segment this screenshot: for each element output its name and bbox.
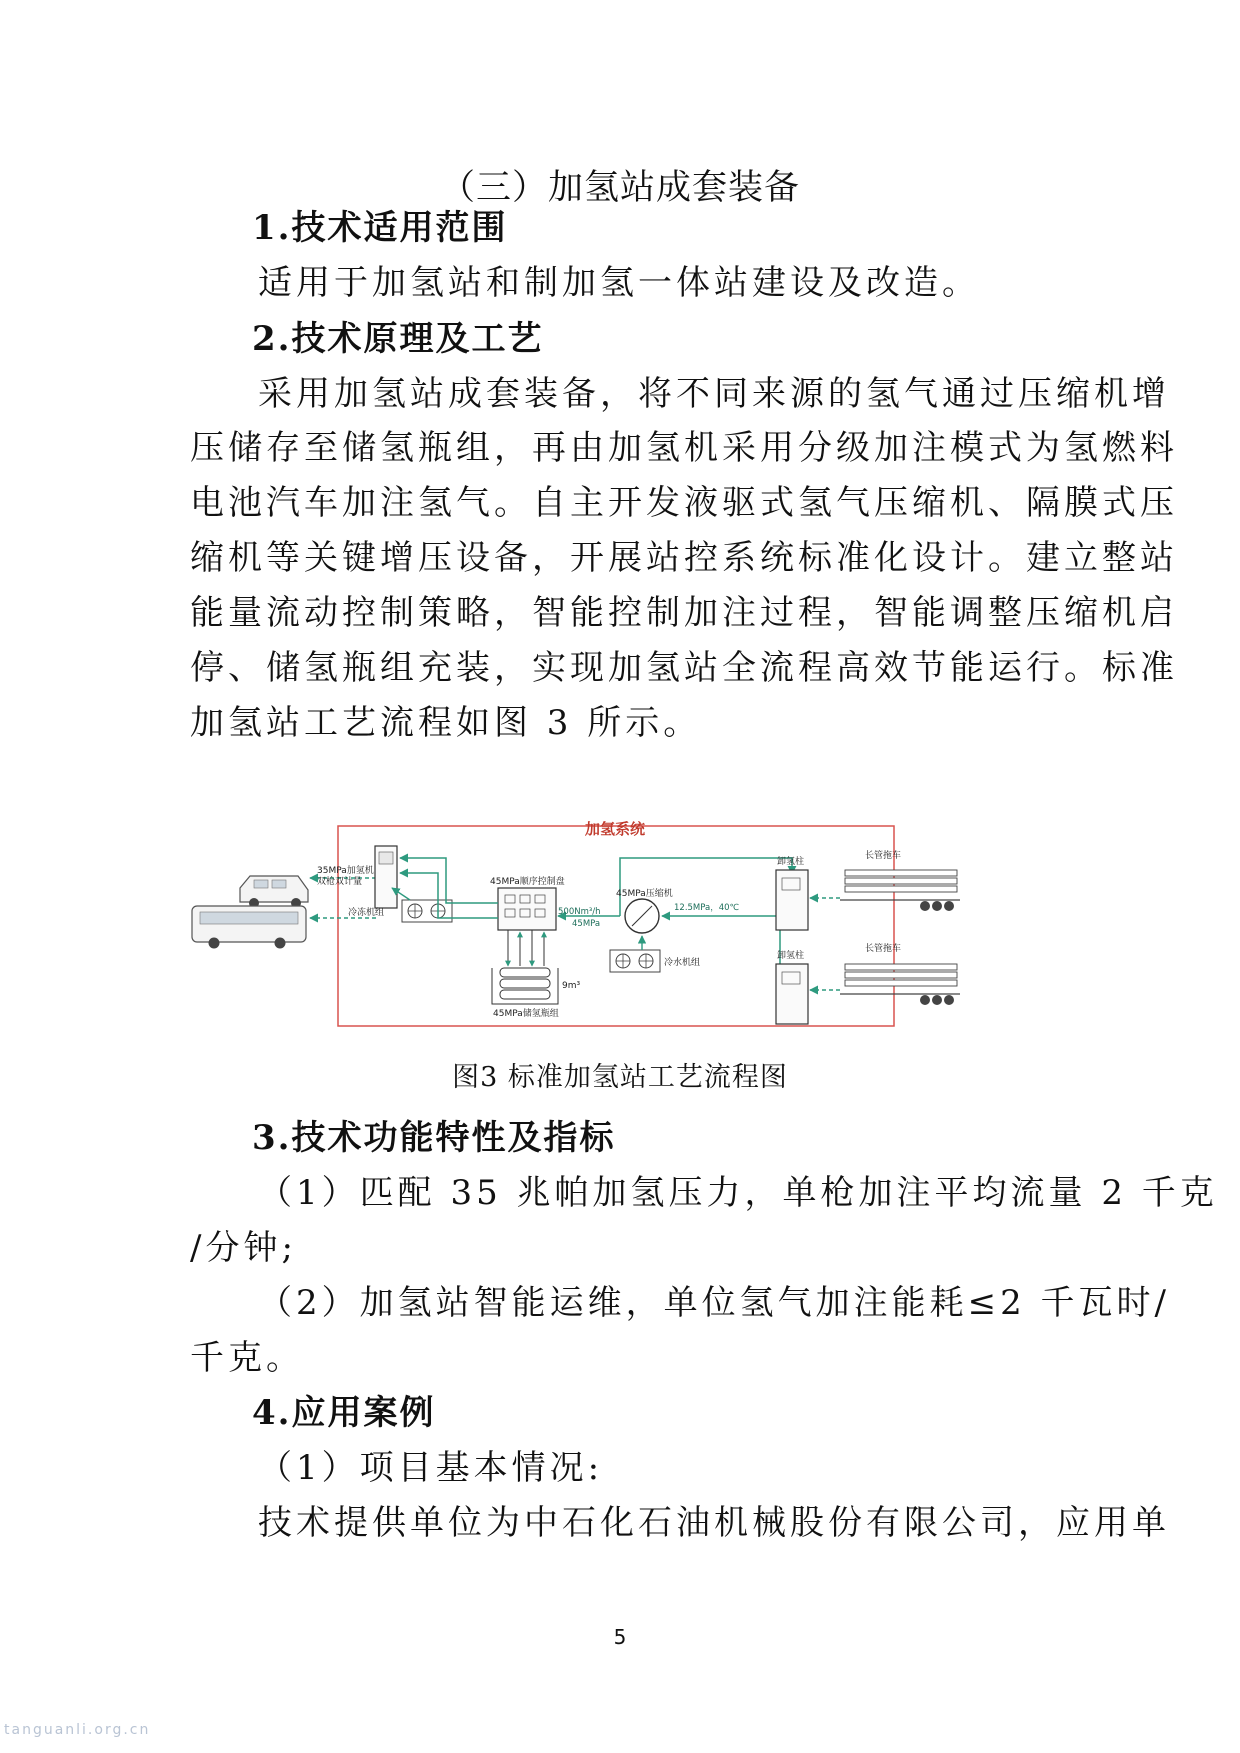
principle-line: 缩机等关键增压设备，开展站控系统标准化设计。建立整站 bbox=[190, 538, 1178, 578]
watermark: tanguanli.org.cn bbox=[4, 1722, 151, 1738]
feature-line: 千克。 bbox=[190, 1338, 304, 1378]
storage-cylinders bbox=[500, 968, 550, 999]
flow-label: 500Nm³/h bbox=[558, 907, 601, 917]
trailer-label: 长管拖车 bbox=[865, 944, 902, 954]
pressure-label: 45MPa bbox=[572, 919, 601, 929]
dispenser-sub-label: 双枪双计量 bbox=[317, 877, 363, 887]
feature-line: /分钟; bbox=[190, 1228, 297, 1268]
heading-features: 3.技术功能特性及指标 bbox=[252, 1118, 616, 1158]
main-supply-line bbox=[400, 858, 498, 903]
dispenser-label: 35MPa加氢机 bbox=[317, 866, 374, 876]
feature-line: （1）匹配 35 兆帕加氢压力，单枪加注平均流量 2 千克 bbox=[258, 1173, 1218, 1213]
unload-post-label: 卸氢柱 bbox=[777, 951, 805, 961]
scope-text: 适用于加氢站和制加氢一体站建设及改造。 bbox=[258, 263, 980, 303]
trailer-icon bbox=[840, 870, 960, 911]
case-subheading: （1）项目基本情况: bbox=[258, 1448, 604, 1488]
principle-line: 压储存至储氢瓶组，再由加氢机采用分级加注模式为氢燃料 bbox=[190, 428, 1178, 468]
trailer-label: 长管拖车 bbox=[865, 851, 902, 861]
heading-case: 4.应用案例 bbox=[252, 1393, 436, 1433]
heading-principle: 2.技术原理及工艺 bbox=[252, 319, 544, 359]
principle-line: 电池汽车加注氢气。自主开发液驱式氢气压缩机、隔膜式压 bbox=[190, 483, 1178, 523]
feature-line: （2）加氢站智能运维，单位氢气加注能耗≤2 千瓦时/ bbox=[258, 1283, 1171, 1323]
heading-scope: 1.技术适用范围 bbox=[252, 208, 508, 248]
inlet-label: 12.5MPa，40℃ bbox=[674, 903, 740, 913]
figure-caption: 图3 标准加氢站工艺流程图 bbox=[452, 1062, 788, 1093]
principle-line: 采用加氢站成套装备，将不同来源的氢气通过压缩机增 bbox=[258, 374, 1170, 414]
trailer-icon bbox=[840, 964, 960, 1005]
unload-post-1 bbox=[776, 870, 808, 930]
storage-label: 45MPa储氢瓶组 bbox=[493, 1009, 559, 1019]
unload-post-label: 卸氢柱 bbox=[777, 857, 805, 867]
bus-icon bbox=[192, 906, 306, 949]
section-title: （三）加氢站成套装备 bbox=[439, 168, 800, 208]
chiller-label: 冷冻机组 bbox=[348, 908, 385, 918]
control-panel-label: 45MPa顺序控制盘 bbox=[490, 877, 565, 887]
fan-icon bbox=[610, 950, 660, 972]
compressor-icon bbox=[625, 899, 659, 933]
page-number: 5 bbox=[613, 1625, 627, 1649]
unload-post-2 bbox=[776, 964, 808, 1024]
process-flow-diagram bbox=[180, 818, 1060, 1033]
system-title: 加氢系统 bbox=[584, 820, 646, 838]
principle-line: 停、储氢瓶组充装，实现加氢站全流程高效节能运行。标准 bbox=[190, 648, 1178, 688]
volume-label: 9m³ bbox=[562, 981, 581, 991]
case-text: 技术提供单位为中石化石油机械股份有限公司，应用单 bbox=[258, 1503, 1170, 1543]
water-chiller-label: 冷水机组 bbox=[664, 958, 701, 968]
compressor-label: 45MPa压缩机 bbox=[616, 889, 673, 899]
van-icon bbox=[240, 876, 308, 908]
system-frame bbox=[338, 826, 894, 1026]
principle-line: 加氢站工艺流程如图 3 所示。 bbox=[190, 703, 702, 743]
principle-line: 能量流动控制策略，智能控制加注过程，智能调整压缩机启 bbox=[190, 593, 1178, 633]
